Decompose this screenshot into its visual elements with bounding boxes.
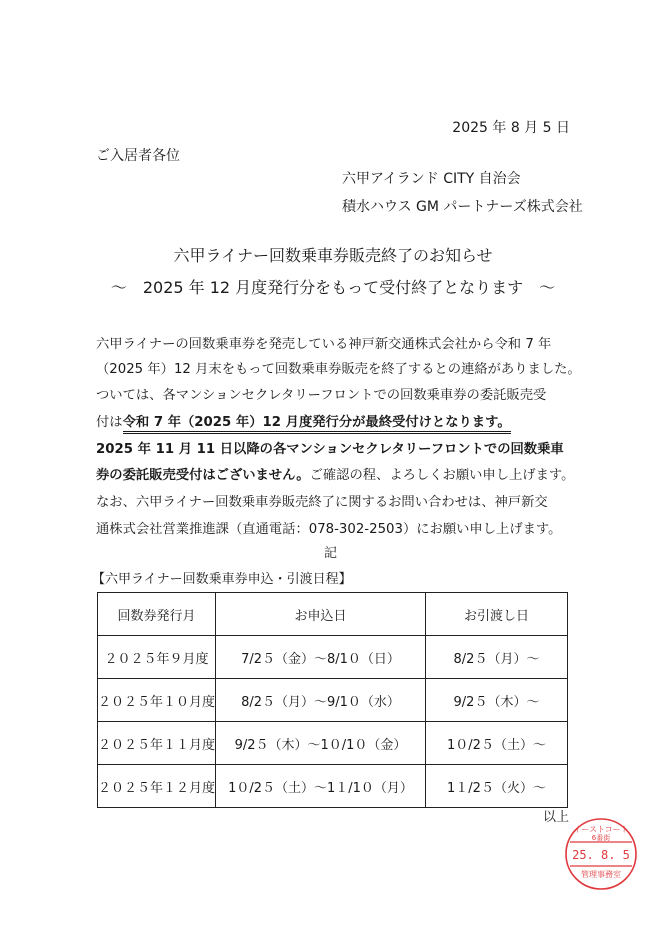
paragraph-2-prefix: 付は bbox=[96, 415, 123, 430]
table-row bbox=[98, 636, 568, 679]
paragraph-3-line-1: 2025 年 11 月 11 日以降の各マンションセクレタリーフロントでの回数乗車 bbox=[96, 442, 564, 457]
end-mark: 以上 bbox=[543, 810, 570, 825]
stamp-sub-text: 6番街 bbox=[591, 834, 611, 842]
sender-association: 六甲アイランド CITY 自治会 bbox=[342, 171, 521, 187]
stamp-bottom-text: 管理事務室 bbox=[581, 870, 621, 879]
no-sales-emphasis: 券の委託販売受付はございません。 bbox=[96, 468, 310, 483]
notice-date: 2025 年 8 月 5 日 bbox=[452, 120, 570, 136]
table-row bbox=[98, 722, 568, 765]
paragraph-4-line-1: なお、六甲ライナー回数乗車券販売終了に関するお問い合わせは、神戸新交 bbox=[96, 495, 548, 510]
header-delivery-date: お引渡し日 bbox=[426, 593, 568, 636]
cell-issue-month: ２０２５年１２月度 bbox=[98, 765, 216, 808]
cell-issue-month: ２０２５年９月度 bbox=[98, 636, 216, 679]
cell-application-date: 1０/2５（土）～1１/1０（月） bbox=[216, 765, 426, 808]
paragraph-4-line-2: 通株式会社営業推進課（直通電話：078-302-2503）にお願い申し上げます。 bbox=[96, 522, 562, 537]
paragraph-1-line-1: 六甲ライナーの回数乗車券を発売している神戸新交通株式会社から令和 7 年 bbox=[96, 337, 552, 352]
stamp-top-text: イーストコート bbox=[573, 825, 629, 834]
table-row bbox=[98, 679, 568, 722]
header-application-date: お申込日 bbox=[216, 593, 426, 636]
management-office-date-stamp bbox=[562, 815, 640, 893]
header-issue-month: 回数券発行月 bbox=[98, 593, 216, 636]
cell-delivery-date: 1１/2５（火）～ bbox=[426, 765, 568, 808]
cell-issue-month: ２０２５年１０月度 bbox=[98, 679, 216, 722]
cell-delivery-date: 9/2５（木）～ bbox=[426, 679, 568, 722]
notice-title: 六甲ライナー回数乗車券販売終了のお知らせ bbox=[173, 246, 493, 265]
cell-application-date: 7/2５（金）～8/1０（日） bbox=[216, 636, 426, 679]
schedule-header-row bbox=[98, 593, 568, 636]
paragraph-2-line-2 bbox=[96, 411, 511, 430]
table-row bbox=[98, 765, 568, 808]
paragraph-1-line-2: （2025 年）12 月末をもって回数乗車券販売を終了するとの連絡がありました。 bbox=[96, 362, 581, 377]
paragraph-3-rest: ご確認の程、よろしくお願い申し上げます。 bbox=[309, 468, 575, 483]
addressee: ご入居者各位 bbox=[96, 148, 180, 164]
paragraph-3-line-2 bbox=[96, 464, 574, 483]
cell-delivery-date: 8/2５（月）～ bbox=[426, 636, 568, 679]
final-acceptance-emphasis: 令和 7 年（2025 年）12 月度発行分が最終受付けとなります。 bbox=[123, 415, 511, 434]
paragraph-2-line-1: ついては、各マンションセクレタリーフロントでの回数乗車券の委託販売受 bbox=[96, 388, 547, 403]
sender-company: 積水ハウス GM パートナーズ株式会社 bbox=[342, 199, 583, 215]
notice-subtitle: ～ 2025 年 12 月度発行分をもって受付終了となります ～ bbox=[110, 278, 556, 297]
cell-application-date: 8/2５（月）～9/1０（水） bbox=[216, 679, 426, 722]
cell-application-date: 9/2５（木）～1０/1０（金） bbox=[216, 722, 426, 765]
stamp-date-text: 25. 8. 5 bbox=[572, 848, 630, 862]
ki-mark: 記 bbox=[324, 546, 338, 561]
schedule-table bbox=[97, 592, 568, 808]
cell-issue-month: ２０２５年１１月度 bbox=[98, 722, 216, 765]
cell-delivery-date: 1０/2５（土）～ bbox=[426, 722, 568, 765]
schedule-title: 【六甲ライナー回数乗車券申込・引渡日程】 bbox=[92, 572, 352, 587]
